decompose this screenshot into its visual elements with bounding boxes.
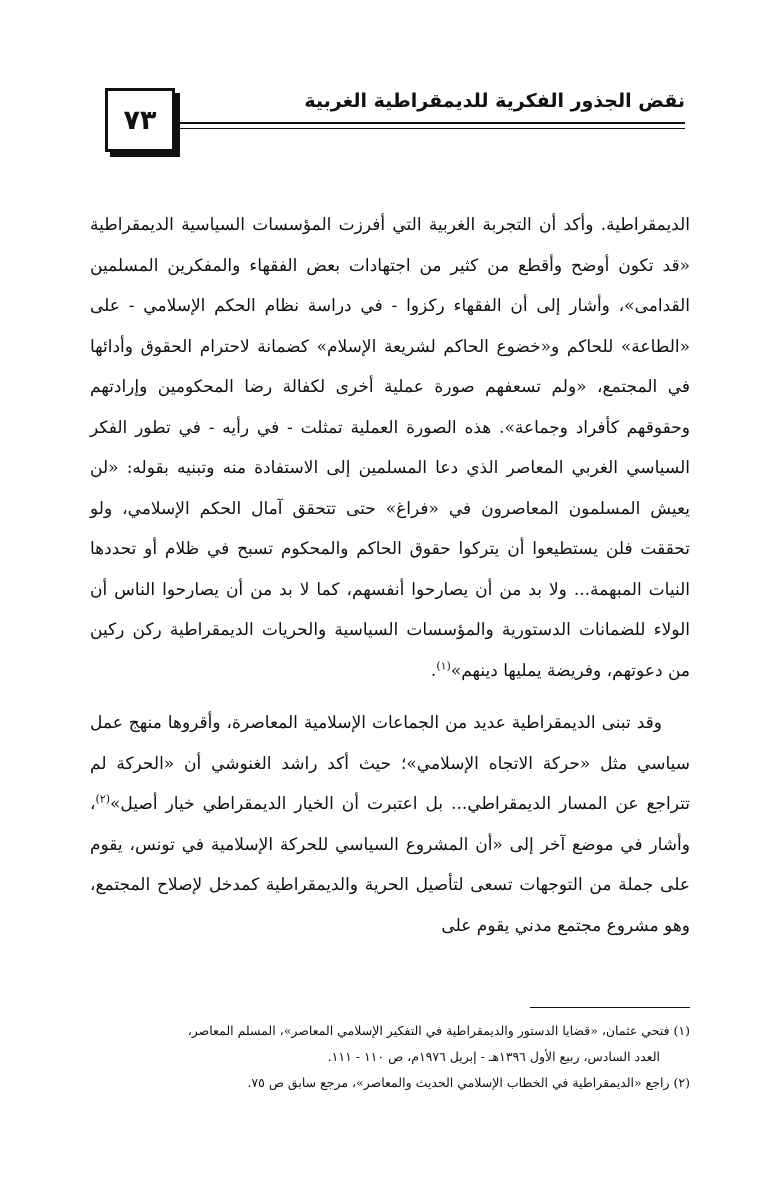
- page-header: [105, 88, 685, 150]
- paragraph-1: [90, 205, 690, 691]
- footnote-1-line-1: (١) فتحي عثمان، «قضايا الدستور والديمقراطية في التفكير الإسلامي المعاصر»، المسلم المعاصر،: [187, 1023, 690, 1038]
- footnotes: [90, 1018, 690, 1096]
- footnote-ref-1: (١): [436, 658, 451, 672]
- paragraph-2: [90, 703, 690, 946]
- page-number: ٧٣: [105, 88, 175, 152]
- footnote-ref-2: (٢): [95, 792, 111, 806]
- header-rule: [180, 122, 685, 124]
- paragraph-2-text-a: وقد تبنى الديمقراطية عديد من الجماعات الإسلامية المعاصرة، وأقروها منهج عمل سياسي مثل «حركة الاتجاه الإسلامي»؛ حيث أكد راشد الغنوشي أن «الحركة لم تتراجع عن المسار الديمقراطي... بل اعتبرت أن الخيار الديمقراطي خيار أصيل»: [90, 713, 690, 814]
- footnote-2: (٢) راجع «الديمقراطية في الخطاب الإسلامي الحديث والمعاصر»، مرجع سابق ص ٧٥.: [247, 1075, 690, 1090]
- paragraph-1-text: الديمقراطية. وأكد أن التجربة الغربية التي أفرزت المؤسسات السياسية الديمقراطية «قد تكون أوضح وأقطع من كثير من اجتهادات بعض الفقهاء والمفكرين المسلمين القدامى»، وأشار إلى أن الفقهاء ركزوا - في دراسة نظام الحكم الإسلامي - على «الطاعة» للحاكم و«خضوع الحاكم لشريعة الإسلام» كضمانة لاحترام الحقوق وأدائها في المجتمع، «ولم تسعفهم صورة عملية أخرى لكفالة رضا المحكومين وإرادتهم وحقوقهم كأفراد وجماعة». هذه الصورة العملية تمثلت - في رأيه - في تطور الفكر السياسي الغربي المعاصر الذي دعا المسلمين إلى الاستفادة منه وتبنيه بقوله: «لن يعيش المسلمون المعاصرون في «فراغ» حتى تتحقق آمال الحكم الإسلامي، ولو تحققت فلن يستطيعوا أن يتركوا حقوق الحاكم والمحكوم تسبح في ظلام أو تحددها النيات المبهمة... ولا بد من أن يصارحوا أنفسهم، كما لا بد من أن يصارحوا الناس أن الولاء للضمانات الدستورية والمؤسسات السياسية والحريات الديمقراطية ركن ركين من دعوتهم، وفريضة يمليها دينهم»: [90, 215, 690, 681]
- footnote-separator: [530, 1007, 690, 1008]
- paragraph-1-end: .: [430, 660, 437, 681]
- footnote-1-line-2: العدد السادس، ربيع الأول ١٣٩٦هـ - إبريل ١٩٧٦م، ص ١١٠ - ١١١.: [327, 1049, 660, 1064]
- running-title: نقض الجذور الفكرية للديمقراطية الغربية: [304, 90, 685, 112]
- header-rule-thin: [180, 128, 685, 129]
- body-text: [90, 205, 690, 946]
- paragraph-2-text-b: ، وأشار في موضع آخر إلى «أن المشروع السياسي للحركة الإسلامية في تونس، يقوم على جملة من التوجهات تسعى لتأصيل الحرية والديمقراطية كمدخل لإصلاح المجتمع، وهو مشروع مجتمع مدني يقوم على: [90, 794, 690, 936]
